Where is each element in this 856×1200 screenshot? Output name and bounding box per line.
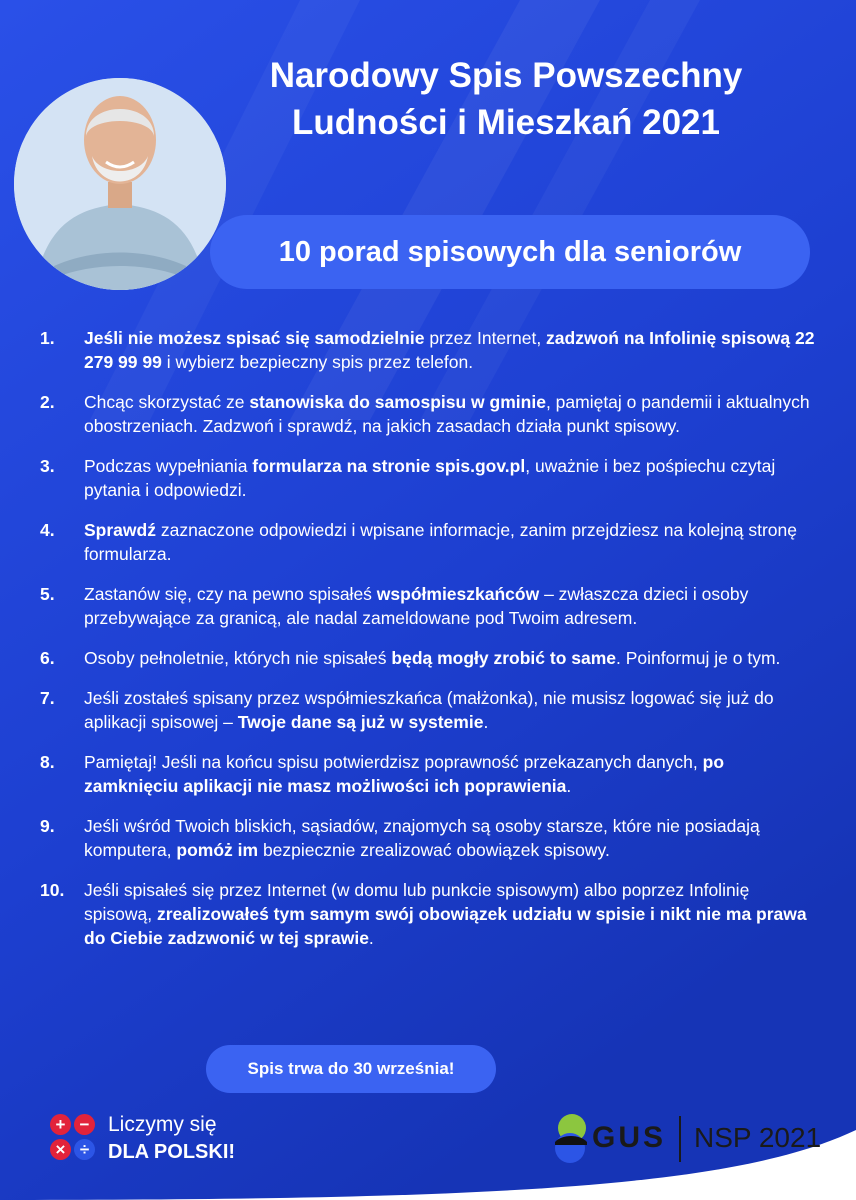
tip-item — [40, 878, 820, 950]
tip-number: 6. — [40, 648, 55, 668]
tip-number: 5. — [40, 584, 55, 604]
tip-text-regular: , uważnie i bez pośpiechu czytaj pytania i odpowiedzi. — [84, 456, 776, 500]
tip-item — [40, 686, 820, 734]
campaign-slogan-line-1: Liczymy się — [108, 1113, 217, 1136]
title-line-1: Narodowy Spis Powszechny — [269, 56, 743, 95]
tip-text-regular: bezpiecznie zrealizować obowiązek spisowy. — [258, 840, 610, 860]
tip-text — [84, 326, 820, 374]
gus-logo — [552, 1110, 832, 1170]
tip-text-bold: zrealizowałeś tym samym swój obowiązek udziału w spisie i nikt nie ma prawa do Ciebie zadzwonić w tej sprawie — [84, 904, 807, 948]
tip-text-bold: pomóż im — [176, 840, 259, 860]
tip-number: 2. — [40, 392, 55, 412]
tip-text-regular: – zwłaszcza dzieci i osoby przebywające za granicą, ale nadal zameldowane pod Twoim adresem. — [84, 584, 749, 628]
divide-icon: ÷ — [74, 1139, 95, 1160]
tip-text-bold: współmieszkańców — [376, 584, 540, 604]
tip-text-bold: po zamknięciu aplikacji nie masz możliwości ich poprawienia — [84, 752, 725, 796]
tip-text-regular: Jeśli spisałeś się przez Internet (w domu lub punkcie spisowym) albo poprzez Infolinię spisową, — [84, 880, 750, 924]
tip-item — [40, 390, 820, 438]
tip-text-bold: formularza na stronie spis.gov.pl — [252, 456, 526, 476]
plus-icon: + — [50, 1114, 71, 1135]
page-title — [226, 52, 786, 146]
tip-text-bold: stanowiska do samospisu w gminie — [249, 392, 546, 412]
tip-text-regular: . — [368, 928, 374, 948]
math-symbols-icon — [50, 1114, 98, 1162]
tip-item — [40, 454, 820, 502]
nsp-tag: NSP 2021 — [694, 1122, 822, 1153]
tip-item — [40, 646, 820, 670]
logo-divider — [679, 1116, 681, 1162]
tip-text-bold: będą mogły zrobić to same — [391, 648, 617, 668]
times-icon: × — [50, 1139, 71, 1160]
tip-text — [84, 646, 820, 670]
tip-number: 8. — [40, 752, 55, 772]
senior-man-photo — [14, 78, 226, 290]
tip-number: 4. — [40, 520, 55, 540]
tip-text — [84, 582, 820, 630]
tip-number: 7. — [40, 688, 55, 708]
tip-text-regular: Podczas wypełniania — [84, 456, 253, 476]
tip-text-regular: . — [566, 776, 572, 796]
tip-number: 3. — [40, 456, 55, 476]
tip-number: 1. — [40, 328, 55, 348]
tip-text-bold: Sprawdź — [84, 520, 156, 540]
campaign-logo — [50, 1112, 250, 1164]
tip-text — [84, 814, 820, 862]
tip-text-regular: Pamiętaj! Jeśli na końcu spisu potwierdzisz poprawność przekazanych danych, — [84, 752, 703, 772]
tip-text — [84, 750, 820, 798]
tip-text-bold: Twoje dane są już w systemie — [237, 712, 484, 732]
gus-name: GUS — [592, 1121, 667, 1154]
tip-text-regular: . — [483, 712, 489, 732]
tip-text-regular: Osoby pełnoletnie, których nie spisałeś — [84, 648, 392, 668]
tip-number: 10. — [40, 880, 65, 900]
tip-item — [40, 814, 820, 862]
tip-text-bold: zadzwoń na Infolinię spisową 22 279 99 99 — [84, 328, 815, 372]
tip-text-regular: , pamiętaj o pandemii i aktualnych obostrzeniach. Zadzwoń i sprawdź, na jakich zasadach działa punkt spisowy. — [84, 392, 810, 436]
minus-icon: − — [74, 1114, 95, 1135]
tip-number: 9. — [40, 816, 55, 836]
tip-text-regular: Chcąc skorzystać ze — [84, 392, 250, 412]
tip-item — [40, 518, 820, 566]
tip-text-regular: Jeśli zostałeś spisany przez współmieszkańca (małżonka), nie musisz logować się już do aplikacji spisowej – — [84, 688, 774, 732]
tip-item — [40, 582, 820, 630]
tip-item — [40, 326, 820, 374]
tip-text — [84, 518, 820, 566]
tip-text-regular: przez Internet, — [424, 328, 547, 348]
tip-text-regular: zaznaczone odpowiedzi i wpisane informacje, zanim przejdziesz na kolejną stronę formularza. — [84, 520, 798, 564]
tip-text — [84, 686, 820, 734]
campaign-slogan-line-2: DLA POLSKI! — [108, 1141, 236, 1163]
tip-text-regular: . Poinformuj je o tym. — [616, 648, 781, 668]
gus-mark-icon — [552, 1112, 588, 1164]
tip-text-bold: Jeśli nie możesz spisać się samodzielnie — [84, 328, 425, 348]
tip-text-regular: i wybierz bezpieczny spis przez telefon. — [161, 352, 474, 372]
tip-text — [84, 390, 820, 438]
deadline-banner: Spis trwa do 30 września! — [247, 1059, 455, 1078]
tips-list — [40, 326, 820, 950]
title-line-2: Ludności i Mieszkań 2021 — [292, 103, 720, 142]
tip-text-regular: Jeśli wśród Twoich bliskich, sąsiadów, znajomych są osoby starsze, które nie posiadają komputera, — [84, 816, 760, 860]
subtitle: 10 porad spisowych dla seniorów — [278, 236, 742, 268]
tip-item — [40, 750, 820, 798]
tip-text — [84, 454, 820, 502]
tip-text — [84, 878, 820, 950]
tip-text-regular: Zastanów się, czy na pewno spisałeś — [84, 584, 377, 604]
